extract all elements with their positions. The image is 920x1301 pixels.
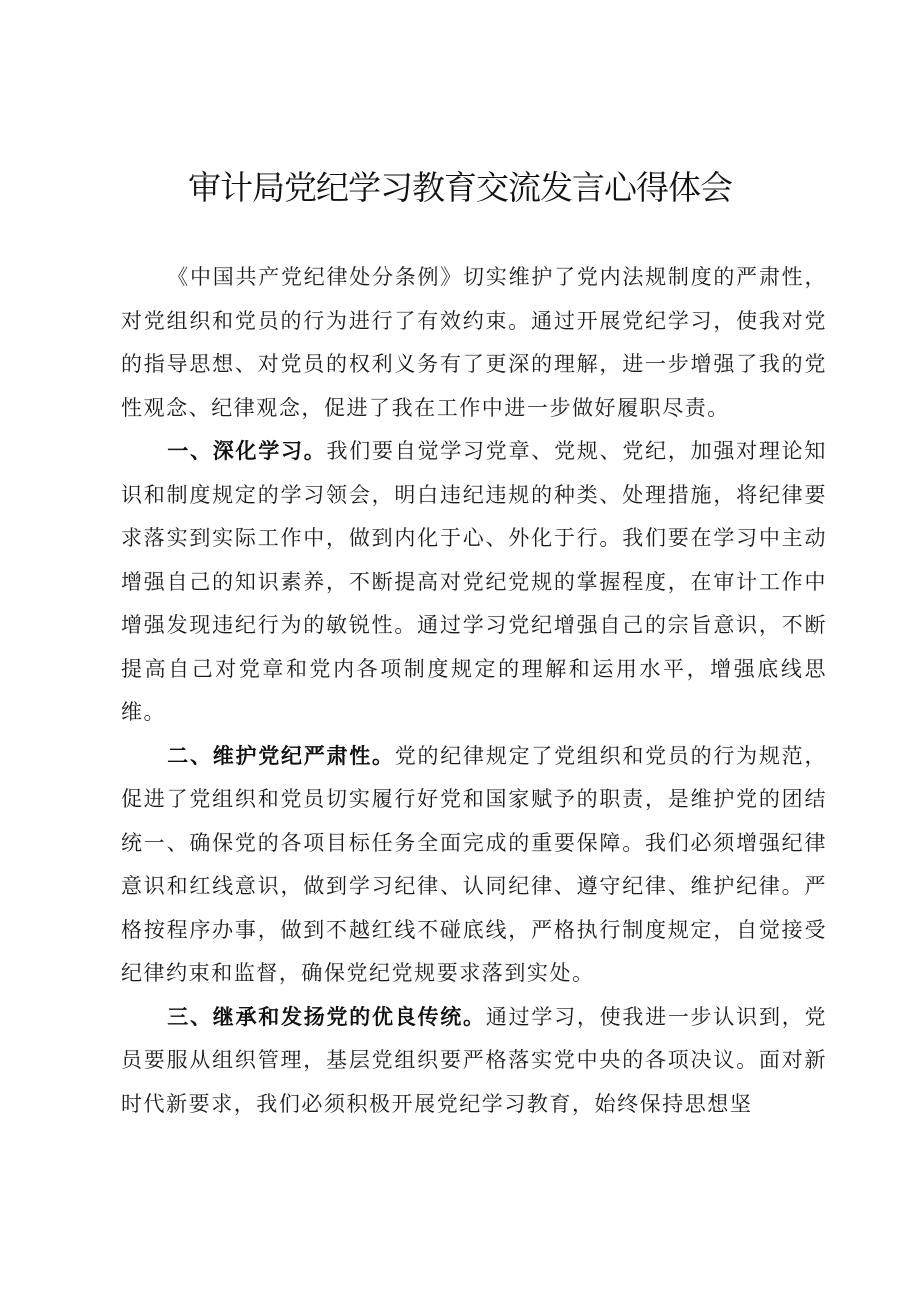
paragraph-section-1 <box>121 430 827 735</box>
paragraph-intro <box>121 256 827 430</box>
paragraph-section-3 <box>121 996 827 1127</box>
document-title: 审计局党纪学习教育交流发言心得体会 <box>188 168 732 207</box>
paragraph-text: 党的纪律规定了党组织和党员的行为规范，促进了党组织和党员切实履行好党和国家赋予的职责，是维护党的团结统一、确保党的各项目标任务全面完成的重要保障。我们必须增强纪律意识和红线意识，做到学习纪律、认同纪律、遵守纪律、维护纪律。严格按程序办事，做到不越红线不碰底线，严格执行制度规定，自觉接受纪律约束和监督，确保党纪党规要求落到实处。 <box>121 743 827 985</box>
paragraph-heading: 一、深化学习。 <box>167 439 327 463</box>
paragraph-text: 我们要自觉学习党章、党规、党纪，加强对理论知识和制度规定的学习领会，明白违纪违规的种类、处理措施，将纪律要求落实到实际工作中，做到内化于心、外化于行。我们要在学习中主动增强自己的知识素养，不断提高对党纪党规的掌握程度，在审计工作中增强发现违纪行为的敏锐性。通过学习党纪增强自己的宗旨意识，不断提高自己对党章和党内各项制度规定的理解和运用水平，增强底线思维。 <box>121 439 827 724</box>
paragraph-section-2 <box>121 735 827 996</box>
document-body <box>121 256 827 1126</box>
paragraph-heading: 三、继承和发扬党的优良传统。 <box>167 1004 486 1029</box>
paragraph-text: 通过学习，使我进一步认识到，党员要服从组织管理，基层党组织要严格落实党中央的各项决议。面对新时代新要求，我们必须积极开展党纪学习教育，始终保持思想坚 <box>121 1004 828 1116</box>
paragraph-text: 《中国共产党纪律处分条例》切实维护了党内法规制度的严肃性，对党组织和党员的行为进行了有效约束。通过开展党纪学习，使我对党的指导思想、对党员的权利义务有了更深的理解，进一步增强了我的党性观念、纪律观念，促进了我在工作中进一步做好履职尽责。 <box>121 265 827 420</box>
paragraph-heading: 二、维护党纪严肃性。 <box>167 743 395 768</box>
